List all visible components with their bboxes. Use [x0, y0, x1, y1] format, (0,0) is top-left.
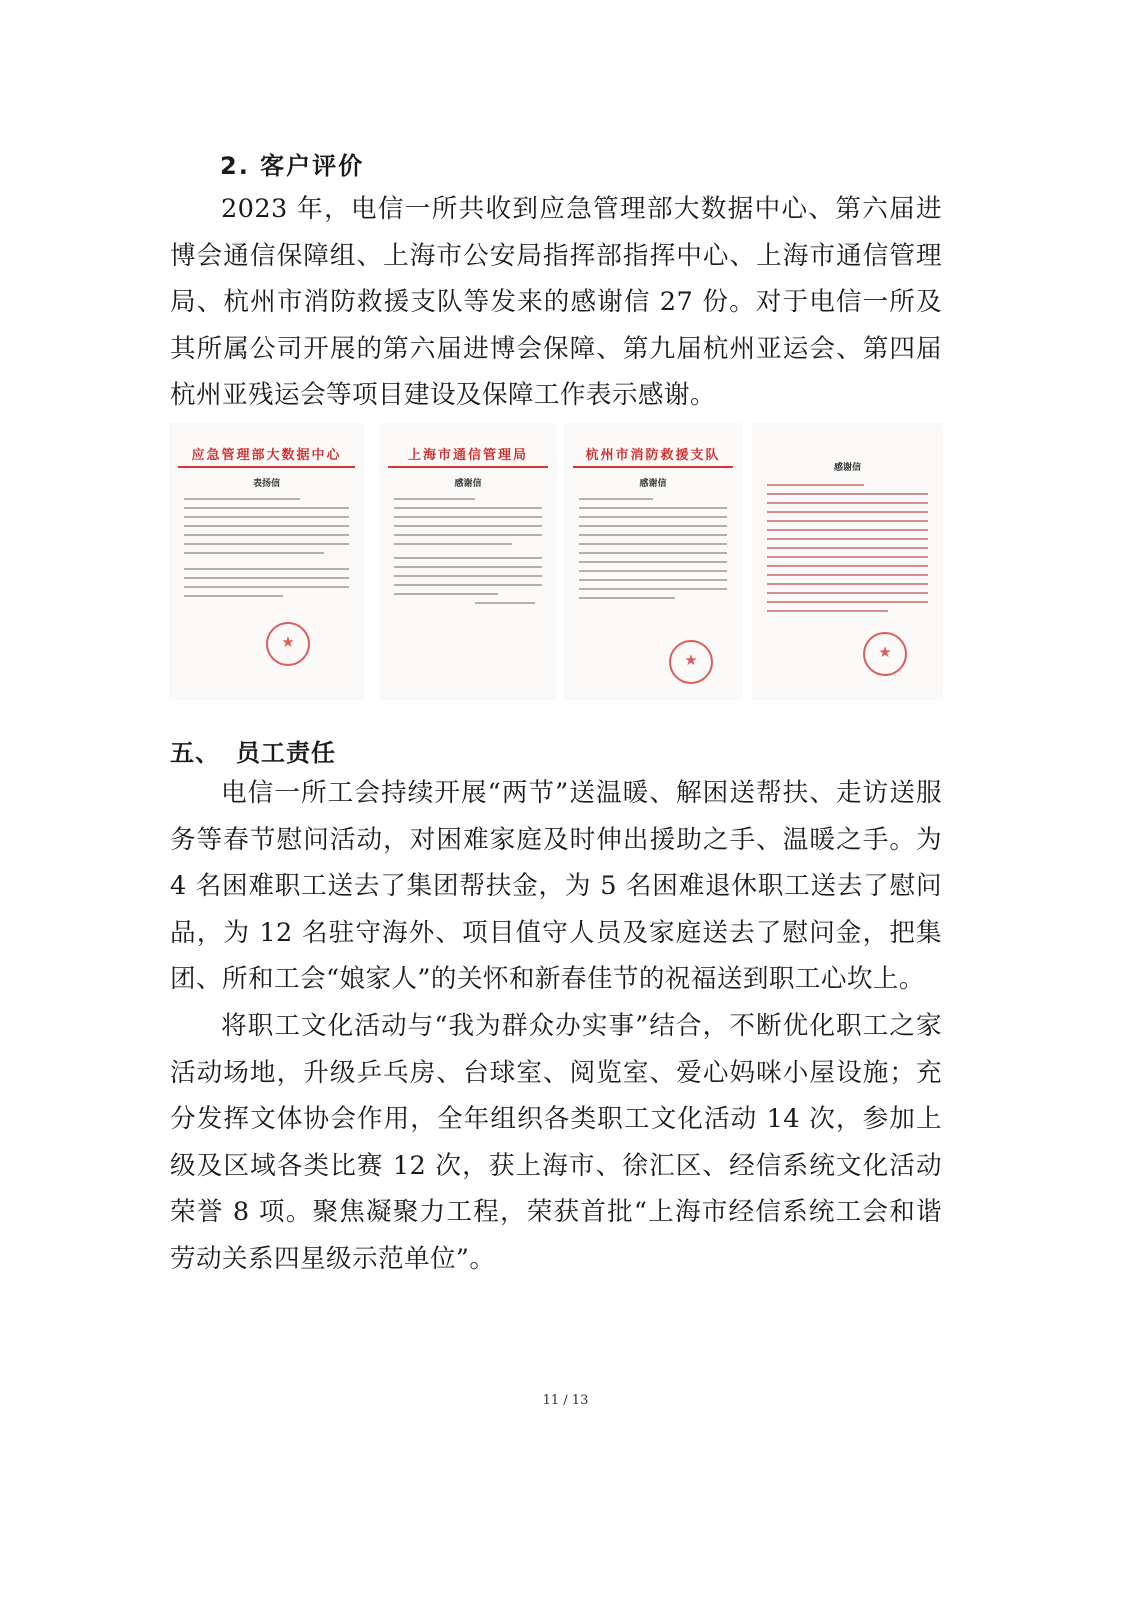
letter-title: 感谢信 — [639, 479, 667, 489]
thank-you-letters-image — [170, 424, 942, 699]
letter-title: 感谢信 — [454, 479, 482, 489]
letter-header-rule — [573, 466, 733, 468]
section-title: 员工责任 — [236, 739, 336, 767]
letter-shanghai-communications-admin — [380, 424, 556, 699]
letter-header: 上海市通信管理局 — [407, 448, 528, 463]
letter-header: 应急管理部大数据中心 — [191, 448, 342, 463]
letter-header-rule — [388, 466, 548, 468]
letter-header: 杭州市消防救援支队 — [585, 448, 721, 463]
letter-fourth-thank-you — [753, 424, 942, 699]
red-stamp-icon — [669, 640, 713, 684]
red-stamp-icon — [863, 632, 907, 676]
paragraph-union-care: 电信一所工会持续开展“两节”送温暖、解困送帮扶、走访送服务等春节慰问活动，对困难家庭及时伸出援助之手、温暖之手。为 4 名困难职工送去了集团帮扶金，为 5 名困难退休职工送去了慰问品，为 12 名驻守海外、项目值守人员及家庭送去了慰问金，把集团、所和工会“娘家人”的关怀和新春佳节的祝福送到职工心坎上。 — [170, 778, 942, 994]
letter-body-lines — [579, 498, 727, 606]
paragraph-thank-you-letters: 2023 年，电信一所共收到应急管理部大数据中心、第六届进博会通信保障组、上海市公安局指挥部指挥中心、上海市通信管理局、杭州市消防救援支队等发来的感谢信 27 份。对于电信一所及其所属公司开展的第六届进博会保障、第九届杭州亚运会、第四届杭州亚残运会等项目建设及保障工作表示感谢。 — [170, 194, 942, 410]
letter-hangzhou-fire-rescue — [565, 424, 741, 699]
section-number: 五、 — [170, 739, 220, 767]
letter-body-lines — [767, 484, 928, 619]
letter-emergency-data-center — [170, 424, 363, 699]
letter-header-rule — [178, 466, 355, 468]
section-heading-customer-evaluation: 2. 客户评价 — [220, 152, 365, 180]
section-heading-employee-responsibility — [170, 733, 336, 768]
letter-title: 表扬信 — [252, 479, 280, 489]
letter-body-lines — [394, 498, 542, 611]
red-stamp-icon — [266, 622, 310, 666]
paragraph-staff-culture: 将职工文化活动与“我为群众办实事”结合，不断优化职工之家活动场地，升级乒乓房、台球室、阅览室、爱心妈咪小屋设施；充分发挥文体协会作用，全年组织各类职工文化活动 14 次，参加上级及区域各类比赛 12 次，获上海市、徐汇区、经信系统文化活动荣誉 8 项。聚焦凝聚力工程，荣获首批“上海市经信系统工会和谐劳动关系四星级示范单位”。 — [170, 1011, 942, 1274]
letter-body-lines — [184, 498, 349, 604]
letter-title: 感谢信 — [833, 463, 861, 473]
page-number: 11 / 13 — [542, 1393, 589, 1408]
